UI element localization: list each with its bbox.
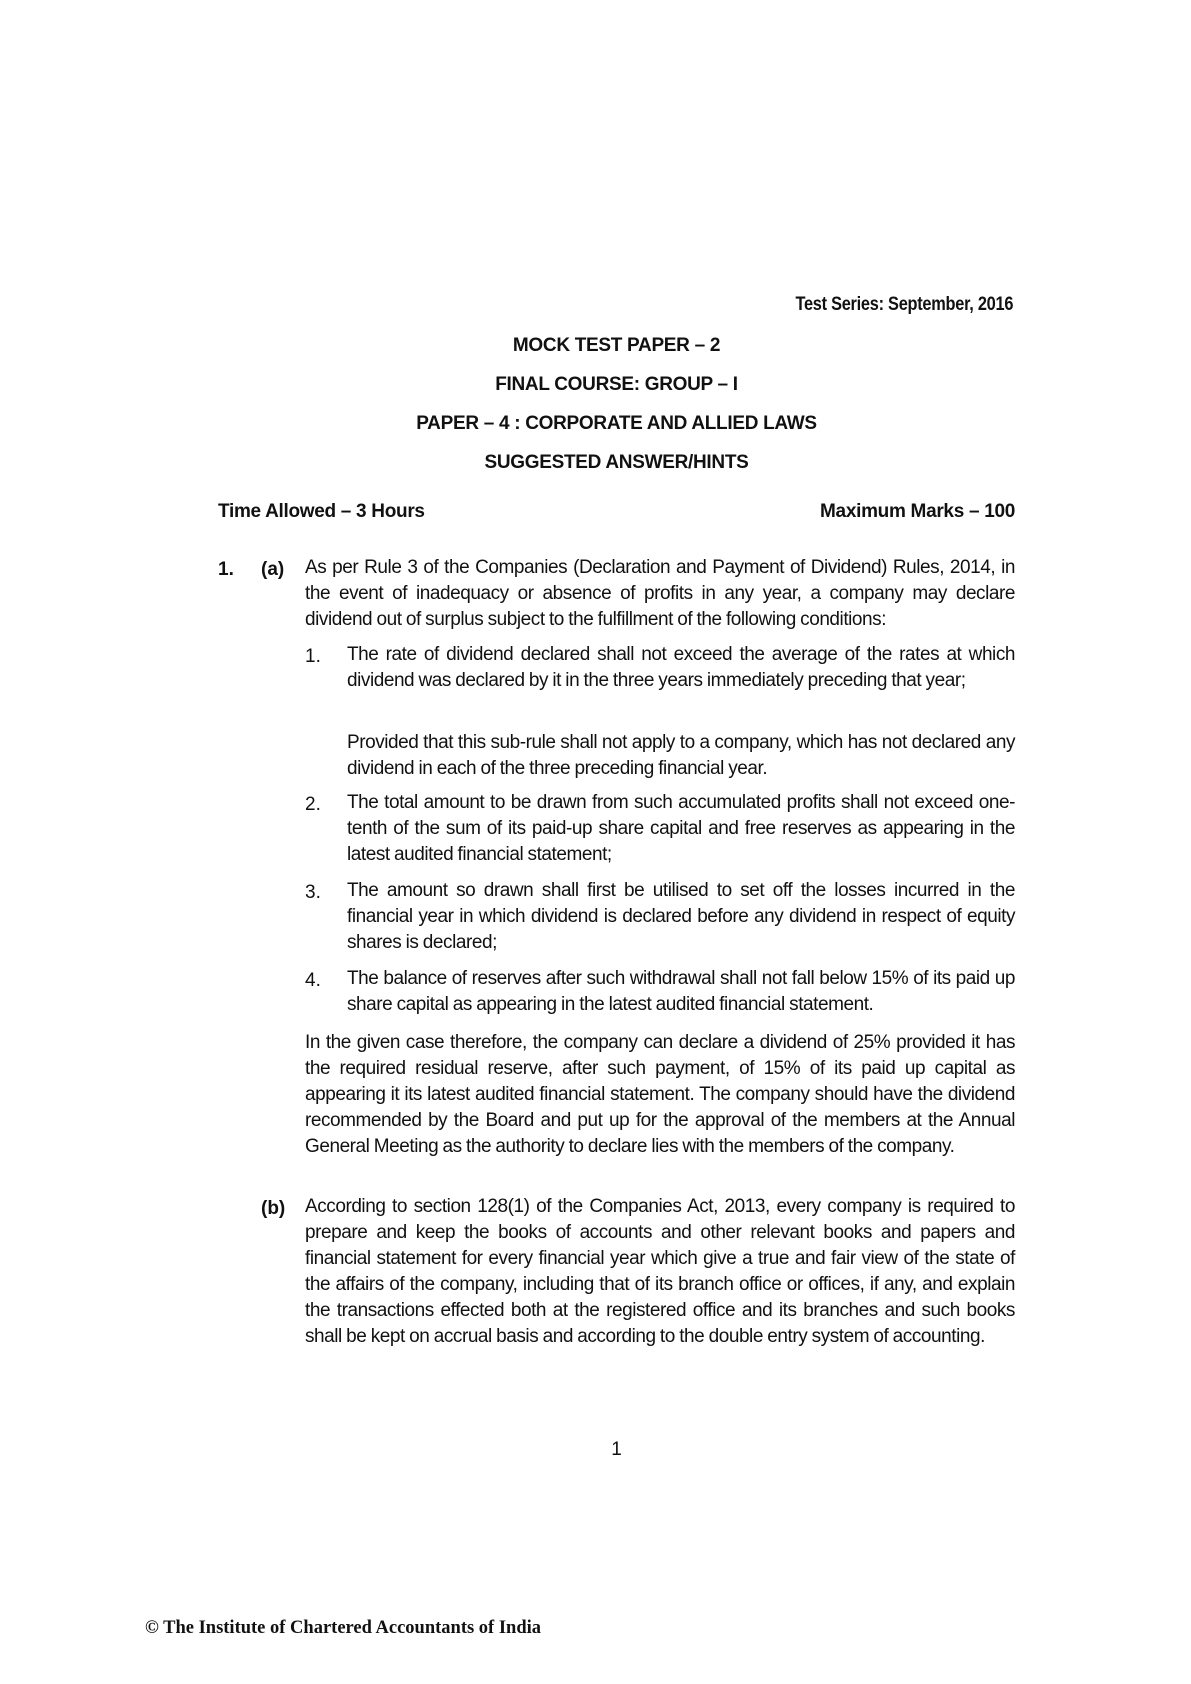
part-a-conclusion: In the given case therefore, the company can declare a dividend of 25% provided it has the required residual reserve, after such payment, of 15% of its paid up capital as appearing it its latest audited financial statement. The company should have the dividend recommended by the Board and put up for the approval of the members at the Annual General Meeting as the authority to declare lies with the members of the company. — [305, 1032, 1015, 1157]
answers-subtitle-text: SUGGESTED ANSWER/HINTS — [484, 452, 749, 473]
question-number: 1. — [218, 559, 234, 580]
condition-number: 4. — [305, 970, 321, 991]
page-number: 1 — [611, 1439, 622, 1460]
condition-number: 3. — [305, 882, 321, 903]
condition-number: 1. — [305, 646, 321, 667]
part-a-label: (a) — [261, 559, 285, 580]
condition-text: The total amount to be drawn from such accumulated profits shall not exceed one-tenth of the sum of its paid-up share capital and free reserves as appearing in the latest audited financial statement; — [347, 792, 1015, 865]
proviso-text: Provided that this sub-rule shall not apply to a company, which has not declared any dividend in each of the three preceding financial year. — [347, 732, 1015, 779]
time-allowed: Time Allowed – 3 Hours — [218, 501, 425, 522]
part-a-intro: As per Rule 3 of the Companies (Declaration and Payment of Dividend) Rules, 2014, in the event of inadequacy or absence of profits in any year, a company may declare dividend out of surplus subject to the fulfillment of the following conditions: — [305, 557, 1015, 630]
paper-name-text: PAPER – 4 : CORPORATE AND ALLIED LAWS — [416, 413, 817, 434]
maximum-marks: Maximum Marks – 100 — [820, 501, 1015, 522]
course-title-text: FINAL COURSE: GROUP – I — [495, 374, 738, 395]
copyright-footer: © The Institute of Chartered Accountants of India — [145, 1618, 542, 1638]
condition-text: The rate of dividend declared shall not exceed the average of the rates at which dividend was declared by it in the three years immediately preceding that year; — [347, 644, 1015, 691]
part-b-text: According to section 128(1) of the Companies Act, 2013, every company is required to prepare and keep the books of accounts and other relevant books and papers and financial statement for every financial year which give a true and fair view of the state of the affairs of the company, including that of its branch office or offices, if any, and explain the transactions effected both at the registered office and its branches and such books shall be kept on accrual basis and according to the double entry system of accounting. — [305, 1196, 1015, 1347]
paper-title — [0, 335, 1191, 357]
paper-name — [0, 413, 1191, 435]
condition-text: The balance of reserves after such withdrawal shall not fall below 15% of its paid up share capital as appearing in the latest audited financial statement. — [347, 968, 1015, 1015]
condition-text: The amount so drawn shall first be utilised to set off the losses incurred in the financial year in which dividend is declared before any dividend in respect of equity shares is declared; — [347, 880, 1015, 953]
time-marks-row — [218, 501, 1015, 523]
course-title — [0, 374, 1191, 396]
test-series-label: Test Series: September, 2016 — [795, 294, 1013, 315]
paper-title-text: MOCK TEST PAPER – 2 — [512, 335, 721, 356]
answers-subtitle — [0, 452, 1191, 474]
part-b-label: (b) — [261, 1198, 286, 1219]
condition-number: 2. — [305, 794, 321, 815]
